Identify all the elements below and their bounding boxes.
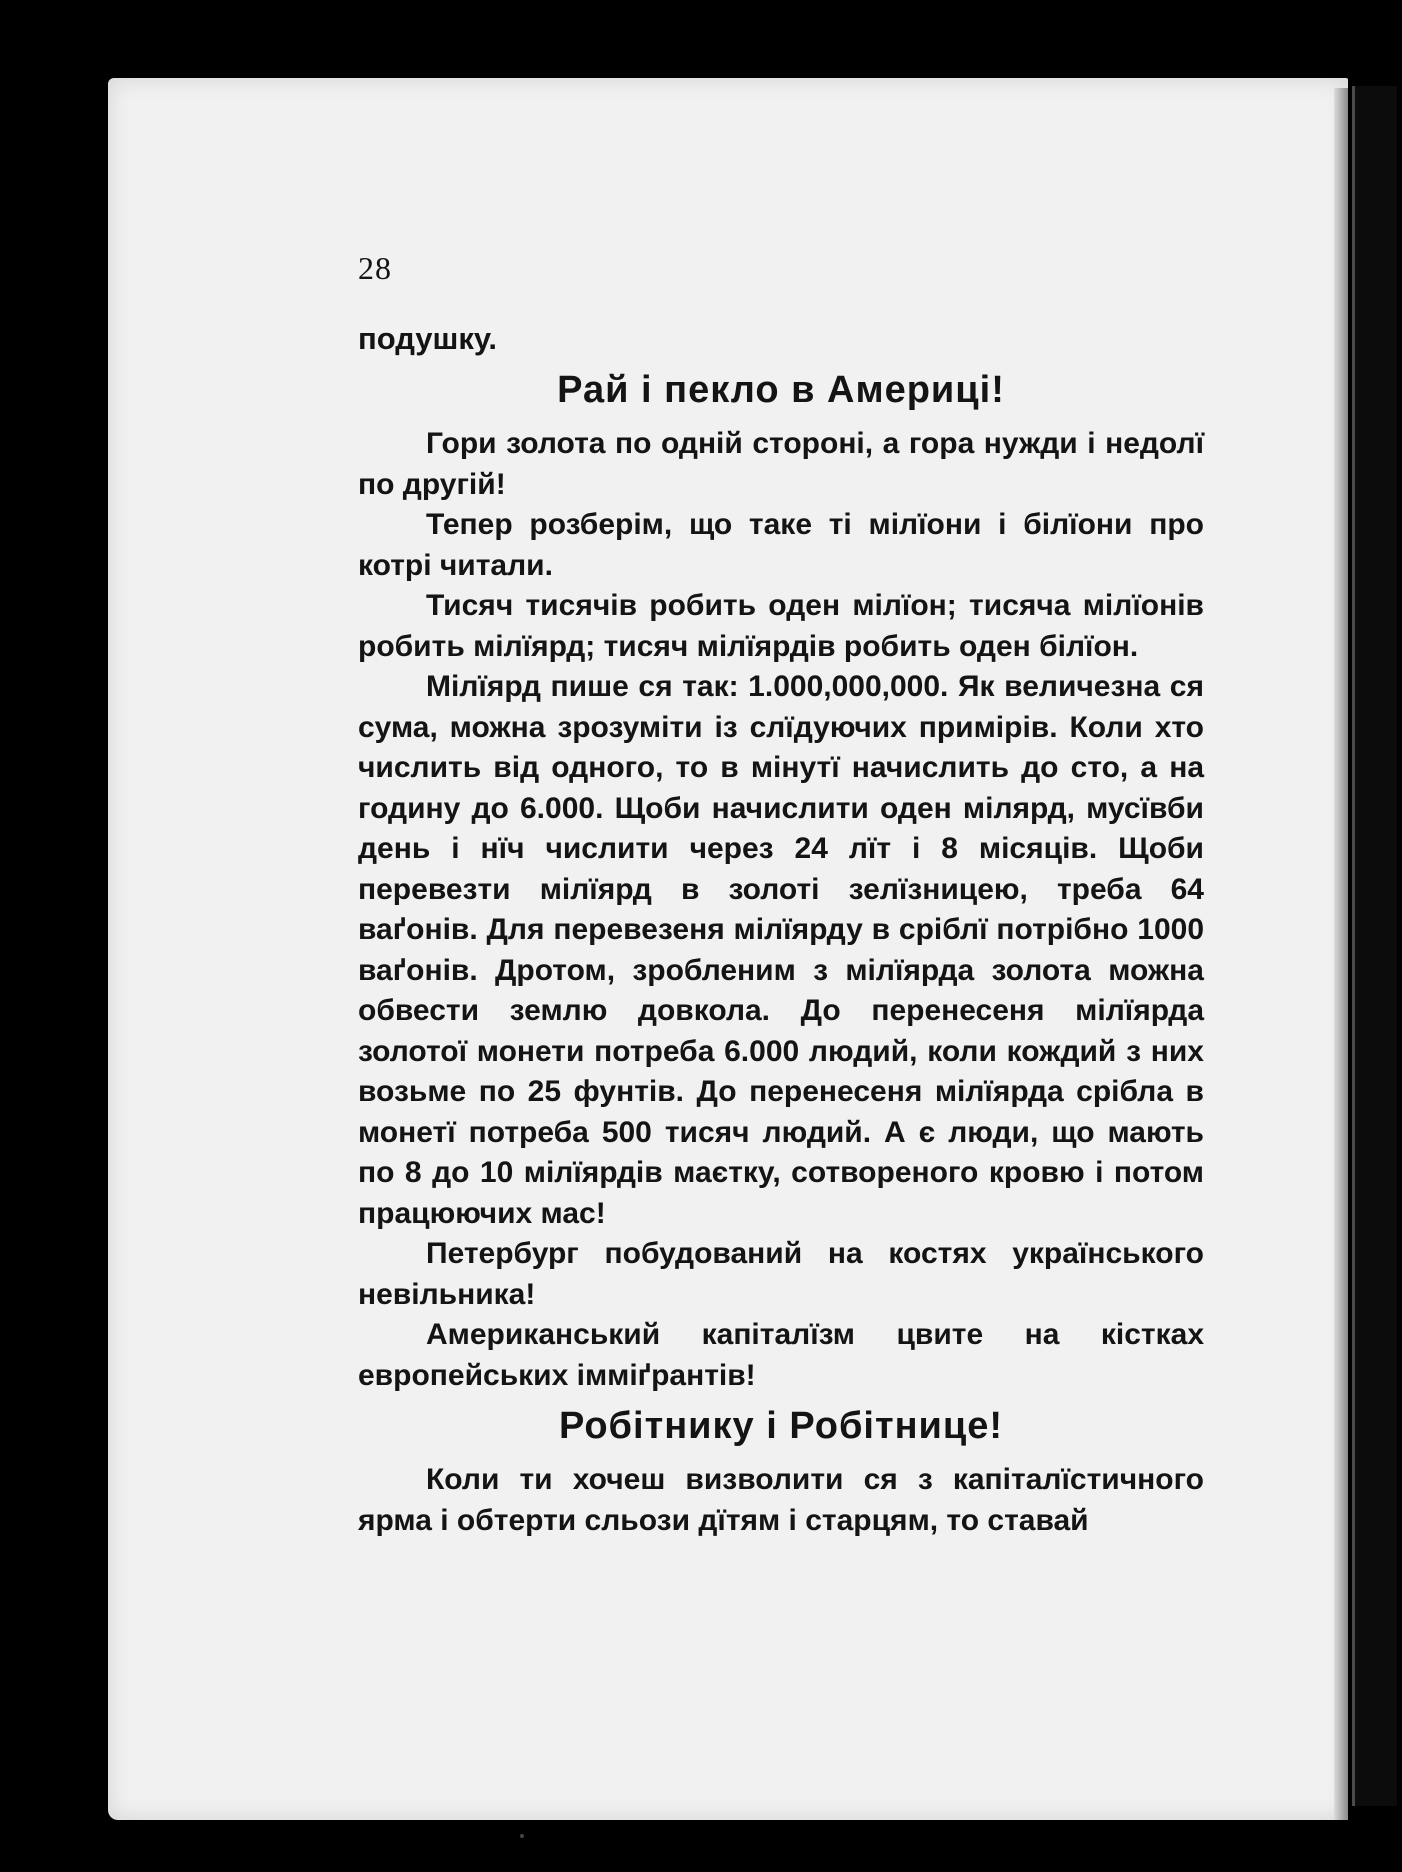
page-number: 28 — [358, 250, 392, 286]
section-heading-paradise-and-hell: Рай і пекло в Америці! — [557, 369, 1005, 411]
paragraph: Мілїярд пише ся так: 1.000,000,000. Як величезна ся сума, можна зрозуміти із слїдуючих примірів. Коли хто числить від одного, то в мінутї начислить до сто, а на годину до 6.000. Щоби начислити оден мілярд, мусївби день і нїч числити через 24 лїт і 8 місяців. Щоби перевезти мілїярд в золоті зелїзницею, треба 64 ваґонів. Для перевезеня мілїярду в сріблї потрібно 1000 ваґонів. Дротом, зробленим з мілїярда золота можна обвести землю довкола. До перенесеня мілїярда золотої монети потреба 6.000 людий, коли кождий з них возьме по 25 фунтів. До перенесеня мілїярда срібла в монетї потреба 500 тисяч людий. А є люди, що мають по 8 до 10 мілїярдів маєтку, сотвореного кровю і потом працюючих мас! — [358, 670, 1204, 1230]
print-speck — [520, 1834, 524, 1838]
paragraph: Тисяч тисячів робить оден мілїон; тисяча мілїонів робить мілїярд; тисяч мілїярдів робить оден білїон. — [358, 589, 1204, 663]
section-heading-workers: Робітнику і Робітнице! — [558, 1405, 1004, 1447]
paragraph: Петербург побудований на костях українського невільника! — [358, 1237, 1204, 1311]
page-content — [358, 248, 1204, 1541]
adjacent-page-edge — [1352, 86, 1397, 1806]
paragraph: Гори золота по одній стороні, а гора нужди і недолї по другій! — [358, 427, 1204, 501]
paragraph: Коли ти хочеш визволити ся з капіталїстичного ярма і обтерти сльози дїтям і старцям, то ставай — [358, 1463, 1204, 1537]
paragraph: Американський капіталїзм цвите на кістках европейських імміґрантів! — [358, 1318, 1204, 1392]
paragraph: Тепер розберім, що таке ті мілїони і білїони про котрі читали. — [358, 508, 1204, 582]
carryover-text: подушку. — [358, 321, 498, 356]
